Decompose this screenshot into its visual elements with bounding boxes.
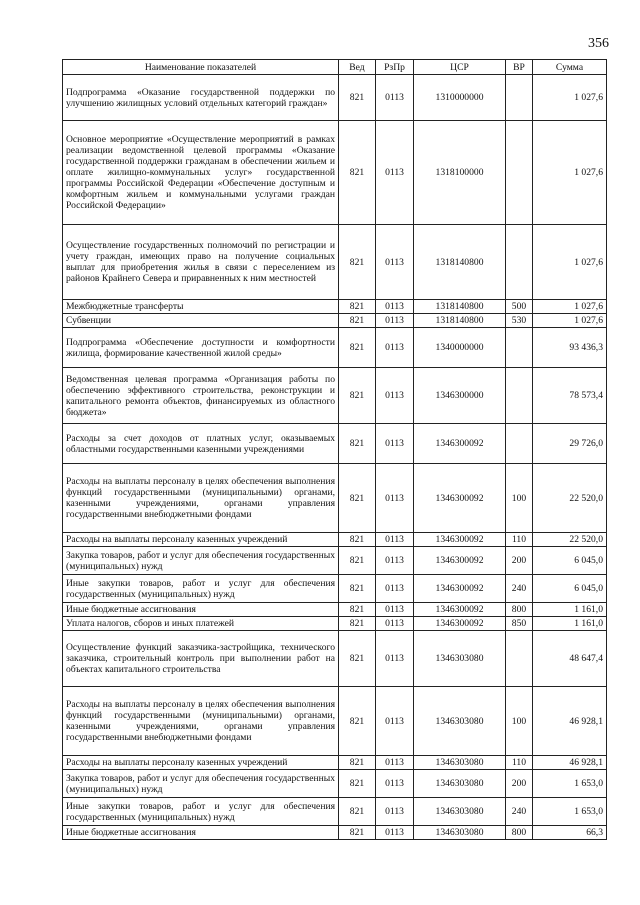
table-row <box>63 121 607 225</box>
row-vr <box>506 75 533 121</box>
row-rzpr: 0113 <box>376 314 414 328</box>
table-row <box>63 225 607 300</box>
row-name: Расходы на выплаты персоналу в целях обеспечения выполнения функций государственными (муниципальными) органами, казенными учреждениями, органами управления государственными внебюджетными фондами <box>63 687 339 756</box>
row-ved: 821 <box>339 424 376 464</box>
page-number: 356 <box>588 36 609 51</box>
row-sum: 1 161,0 <box>533 603 607 617</box>
table-row <box>63 617 607 631</box>
row-vr <box>506 368 533 424</box>
row-rzpr: 0113 <box>376 687 414 756</box>
table-row <box>63 533 607 547</box>
row-csr: 1318100000 <box>414 121 506 225</box>
row-rzpr: 0113 <box>376 575 414 603</box>
row-csr: 1346300092 <box>414 575 506 603</box>
row-vr: 100 <box>506 687 533 756</box>
row-rzpr: 0113 <box>376 464 414 533</box>
row-rzpr: 0113 <box>376 121 414 225</box>
header-ved: Вед <box>339 60 376 75</box>
row-csr: 1340000000 <box>414 328 506 368</box>
row-ved: 821 <box>339 368 376 424</box>
header-sum: Сумма <box>533 60 607 75</box>
header-csr: ЦСР <box>414 60 506 75</box>
row-vr <box>506 121 533 225</box>
table-header-row <box>63 60 607 75</box>
table-row <box>63 756 607 770</box>
row-rzpr: 0113 <box>376 826 414 840</box>
row-ved: 821 <box>339 756 376 770</box>
table-row <box>63 770 607 798</box>
row-sum: 22 520,0 <box>533 533 607 547</box>
row-ved: 821 <box>339 533 376 547</box>
row-csr: 1346303080 <box>414 687 506 756</box>
row-rzpr: 0113 <box>376 300 414 314</box>
table-row <box>63 300 607 314</box>
row-vr: 800 <box>506 826 533 840</box>
row-ved: 821 <box>339 300 376 314</box>
row-vr: 500 <box>506 300 533 314</box>
row-vr: 850 <box>506 617 533 631</box>
row-name: Иные бюджетные ассигнования <box>63 603 339 617</box>
row-csr: 1318140800 <box>414 314 506 328</box>
row-vr <box>506 328 533 368</box>
row-vr: 110 <box>506 756 533 770</box>
row-name: Иные закупки товаров, работ и услуг для обеспечения государственных (муниципальных) нужд <box>63 798 339 826</box>
row-name: Расходы за счет доходов от платных услуг, оказываемых областными государственными казенными учреждениями <box>63 424 339 464</box>
row-vr <box>506 631 533 687</box>
row-sum: 1 027,6 <box>533 300 607 314</box>
row-name: Закупка товаров, работ и услуг для обеспечения государственных (муниципальных) нужд <box>63 770 339 798</box>
row-csr: 1318140800 <box>414 300 506 314</box>
row-csr: 1310000000 <box>414 75 506 121</box>
row-vr: 530 <box>506 314 533 328</box>
row-sum: 48 647,4 <box>533 631 607 687</box>
row-sum: 6 045,0 <box>533 547 607 575</box>
row-vr: 110 <box>506 533 533 547</box>
row-sum: 1 027,6 <box>533 75 607 121</box>
table-row <box>63 631 607 687</box>
row-ved: 821 <box>339 770 376 798</box>
row-csr: 1346300092 <box>414 617 506 631</box>
row-name: Подпрограмма «Обеспечение доступности и комфортности жилища, формирование качественной жилой среды» <box>63 328 339 368</box>
row-ved: 821 <box>339 314 376 328</box>
table-row <box>63 368 607 424</box>
row-ved: 821 <box>339 547 376 575</box>
row-name: Закупка товаров, работ и услуг для обеспечения государственных (муниципальных) нужд <box>63 547 339 575</box>
row-csr: 1346303080 <box>414 770 506 798</box>
row-csr: 1318140800 <box>414 225 506 300</box>
row-vr <box>506 424 533 464</box>
table-row <box>63 75 607 121</box>
row-ved: 821 <box>339 121 376 225</box>
header-rzpr: РзПр <box>376 60 414 75</box>
row-ved: 821 <box>339 75 376 121</box>
row-csr: 1346303080 <box>414 798 506 826</box>
row-rzpr: 0113 <box>376 617 414 631</box>
row-ved: 821 <box>339 225 376 300</box>
row-sum: 1 027,6 <box>533 314 607 328</box>
row-sum: 1 653,0 <box>533 770 607 798</box>
row-name: Межбюджетные трансферты <box>63 300 339 314</box>
row-rzpr: 0113 <box>376 533 414 547</box>
row-csr: 1346303080 <box>414 756 506 770</box>
row-sum: 46 928,1 <box>533 756 607 770</box>
row-csr: 1346300000 <box>414 368 506 424</box>
row-rzpr: 0113 <box>376 225 414 300</box>
row-csr: 1346300092 <box>414 464 506 533</box>
header-vr: ВР <box>506 60 533 75</box>
row-sum: 93 436,3 <box>533 328 607 368</box>
row-name: Иные закупки товаров, работ и услуг для обеспечения государственных (муниципальных) нужд <box>63 575 339 603</box>
table-row <box>63 314 607 328</box>
row-name: Расходы на выплаты персоналу казенных учреждений <box>63 533 339 547</box>
row-vr <box>506 225 533 300</box>
row-sum: 1 653,0 <box>533 798 607 826</box>
table-row <box>63 687 607 756</box>
row-name: Расходы на выплаты персоналу в целях обеспечения выполнения функций государственными (муниципальными) органами, казенными учреждениями, органами управления государственными внебюджетными фондами <box>63 464 339 533</box>
row-name: Субвенции <box>63 314 339 328</box>
row-rzpr: 0113 <box>376 756 414 770</box>
row-csr: 1346300092 <box>414 424 506 464</box>
table-row <box>63 424 607 464</box>
row-name: Иные бюджетные ассигнования <box>63 826 339 840</box>
row-ved: 821 <box>339 575 376 603</box>
row-csr: 1346300092 <box>414 533 506 547</box>
row-vr: 800 <box>506 603 533 617</box>
header-name: Наименование показателей <box>63 60 339 75</box>
row-vr: 240 <box>506 798 533 826</box>
row-name: Расходы на выплаты персоналу казенных учреждений <box>63 756 339 770</box>
row-sum: 46 928,1 <box>533 687 607 756</box>
row-rzpr: 0113 <box>376 798 414 826</box>
row-ved: 821 <box>339 826 376 840</box>
row-rzpr: 0113 <box>376 75 414 121</box>
table-row <box>63 464 607 533</box>
row-ved: 821 <box>339 617 376 631</box>
row-ved: 821 <box>339 631 376 687</box>
row-vr: 100 <box>506 464 533 533</box>
row-rzpr: 0113 <box>376 770 414 798</box>
row-sum: 1 027,6 <box>533 225 607 300</box>
row-sum: 6 045,0 <box>533 575 607 603</box>
row-ved: 821 <box>339 464 376 533</box>
budget-table <box>62 59 607 840</box>
row-name: Ведомственная целевая программа «Организация работы по обеспечению эффективного строительства, реконструкции и капитального ремонта объектов, финансируемых из областного бюджета» <box>63 368 339 424</box>
row-rzpr: 0113 <box>376 631 414 687</box>
row-sum: 22 520,0 <box>533 464 607 533</box>
row-sum: 66,3 <box>533 826 607 840</box>
table-row <box>63 547 607 575</box>
row-rzpr: 0113 <box>376 368 414 424</box>
row-rzpr: 0113 <box>376 547 414 575</box>
row-vr: 240 <box>506 575 533 603</box>
row-ved: 821 <box>339 603 376 617</box>
row-name: Подпрограмма «Оказание государственной поддержки по улучшению жилищных условий отдельных категорий граждан» <box>63 75 339 121</box>
row-rzpr: 0113 <box>376 424 414 464</box>
row-rzpr: 0113 <box>376 603 414 617</box>
row-sum: 78 573,4 <box>533 368 607 424</box>
row-name: Уплата налогов, сборов и иных платежей <box>63 617 339 631</box>
row-csr: 1346300092 <box>414 603 506 617</box>
row-sum: 1 027,6 <box>533 121 607 225</box>
row-rzpr: 0113 <box>376 328 414 368</box>
row-sum: 29 726,0 <box>533 424 607 464</box>
table-row <box>63 328 607 368</box>
row-ved: 821 <box>339 328 376 368</box>
row-ved: 821 <box>339 798 376 826</box>
row-csr: 1346303080 <box>414 826 506 840</box>
table-row <box>63 575 607 603</box>
row-csr: 1346303080 <box>414 631 506 687</box>
row-sum: 1 161,0 <box>533 617 607 631</box>
row-name: Основное мероприятие «Осуществление мероприятий в рамках реализации ведомственной целевой программы «Оказание государственной поддержки гражданам в обеспечении жильем и оплате жилищно-коммунальных услуг» государственной программы Российской Федерации «Обеспечение доступным и комфортным жильем и коммунальными услугами граждан Российской Федерации» <box>63 121 339 225</box>
table-row <box>63 603 607 617</box>
row-vr: 200 <box>506 770 533 798</box>
row-name: Осуществление государственных полномочий по регистрации и учету граждан, имеющих право на получение социальных выплат для приобретения жилья в связи с переселением из районов Крайнего Севера и приравненных к ним местностей <box>63 225 339 300</box>
table-row <box>63 798 607 826</box>
table-row <box>63 826 607 840</box>
row-ved: 821 <box>339 687 376 756</box>
row-vr: 200 <box>506 547 533 575</box>
row-csr: 1346300092 <box>414 547 506 575</box>
row-name: Осуществление функций заказчика-застройщика, технического заказчика, строительный контроль при выполнении работ на объектах капитального строительства <box>63 631 339 687</box>
